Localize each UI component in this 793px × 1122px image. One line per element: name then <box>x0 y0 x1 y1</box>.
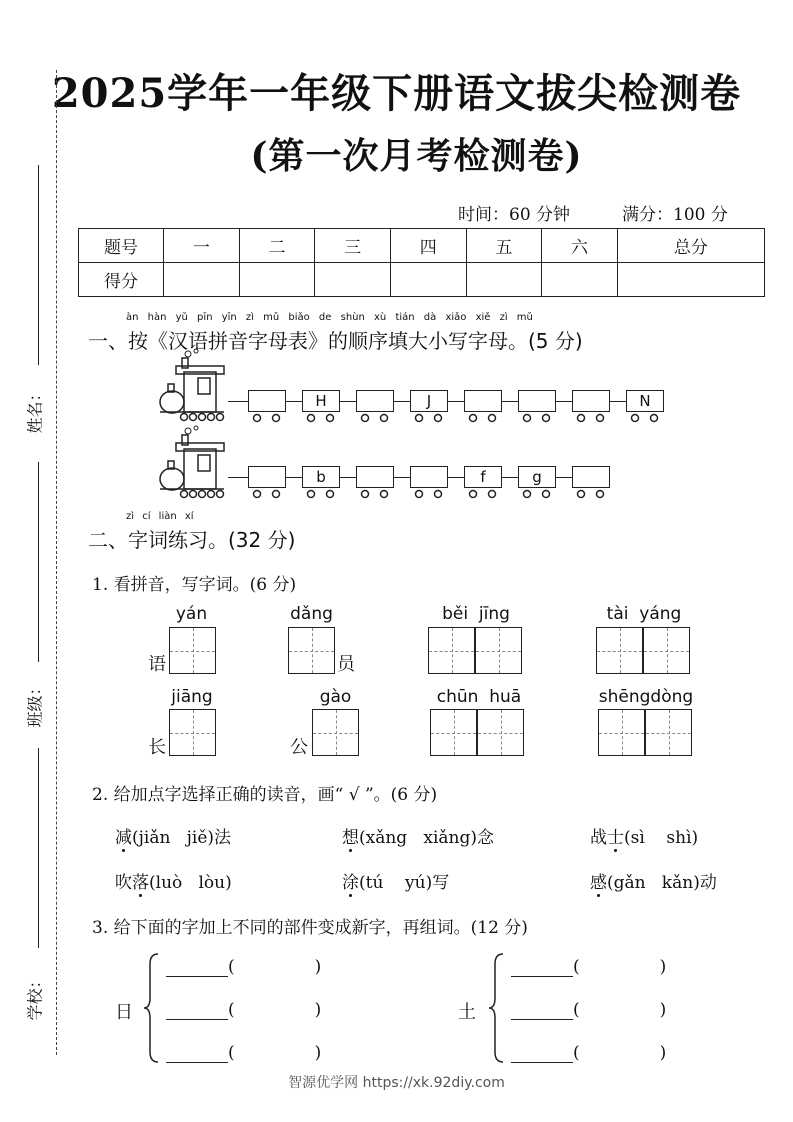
table-cell: 二 <box>239 229 315 263</box>
hint-char: 语 <box>148 654 166 675</box>
reading-choice[interactable] <box>342 868 449 893</box>
coupler <box>394 477 410 478</box>
reading-options[interactable]: (sì shì) <box>624 828 699 848</box>
writing-grid[interactable] <box>645 709 692 756</box>
name-line <box>38 165 39 365</box>
char: 战 <box>590 828 607 848</box>
q1-title: 1. 看拼音，写字词。(6 分) <box>92 575 297 595</box>
train-car[interactable] <box>572 466 610 488</box>
score-input-cell[interactable] <box>315 263 391 297</box>
reading-choice[interactable] <box>342 823 494 848</box>
coupler <box>394 401 410 402</box>
dotted-char: 想 <box>342 828 359 848</box>
train-car[interactable] <box>464 390 502 412</box>
hint-char: 公 <box>290 737 308 758</box>
base-char: 土 <box>458 1002 476 1023</box>
writing-grid[interactable] <box>430 709 477 756</box>
section2-title: 二、字词练习。(32 分) <box>88 528 296 552</box>
answer-line[interactable]: ( ) <box>511 1043 666 1063</box>
table-cell: 五 <box>466 229 542 263</box>
binding-line <box>56 70 57 1055</box>
class-line <box>38 462 39 662</box>
school-label: 学校： <box>25 972 45 1021</box>
train-car: J <box>410 390 448 412</box>
name-label: 姓名： <box>25 385 45 434</box>
reading-choice[interactable] <box>115 868 232 893</box>
score-table <box>78 228 765 297</box>
writing-grid[interactable] <box>288 627 335 674</box>
section2-pinyin: zì cí liàn xí <box>126 511 194 522</box>
writing-grid[interactable] <box>475 627 522 674</box>
pinyin-label: jiāng <box>171 687 213 707</box>
writing-grid[interactable] <box>169 627 216 674</box>
base-char: 日 <box>115 1002 133 1023</box>
answer-line[interactable]: ( ) <box>166 1043 321 1063</box>
train-engine-icon <box>158 348 230 424</box>
pinyin-label: shēngdòng <box>598 687 694 707</box>
train-upper <box>228 390 664 412</box>
train-wheels-icon <box>248 412 688 424</box>
coupler <box>340 477 356 478</box>
train-car[interactable] <box>248 390 286 412</box>
reading-options[interactable]: (luò lòu) <box>149 873 232 893</box>
char: 法 <box>214 828 232 848</box>
reading-options[interactable]: (gǎn kǎn) <box>607 873 700 893</box>
train-wheels-icon <box>248 488 688 500</box>
table-cell: 得分 <box>79 263 164 297</box>
coupler <box>502 477 518 478</box>
section1-pinyin: àn hàn yǔ pīn yīn zì mǔ biǎo de shùn xù tián dà xiǎo xiě zì mǔ <box>126 312 533 323</box>
q2-title: 2. 给加点字选择正确的读音，画“ √ ”。(6 分) <box>92 785 438 805</box>
score-input-cell[interactable] <box>390 263 466 297</box>
writing-grid[interactable] <box>477 709 524 756</box>
train-car[interactable] <box>518 390 556 412</box>
table-cell: 三 <box>315 229 391 263</box>
answer-line[interactable]: ( ) <box>166 957 321 977</box>
train-car[interactable] <box>410 466 448 488</box>
table-cell: 总分 <box>617 229 764 263</box>
pinyin-label: běi jīng <box>442 604 510 624</box>
reading-options[interactable]: (tú yú) <box>359 873 433 893</box>
coupler <box>448 401 464 402</box>
score-input-cell[interactable] <box>239 263 315 297</box>
reading-choice[interactable] <box>115 823 231 848</box>
writing-grid[interactable] <box>169 709 216 756</box>
train-car: b <box>302 466 340 488</box>
answer-line[interactable]: ( ) <box>166 1000 321 1020</box>
reading-options[interactable]: (jiǎn jiě) <box>132 828 215 848</box>
page-subtitle: (第一次月考检测卷) <box>250 135 583 177</box>
brace-icon <box>487 952 505 1064</box>
pinyin-label: gào <box>319 687 352 707</box>
train-car[interactable] <box>356 466 394 488</box>
hint-char: 员 <box>337 654 355 675</box>
score-input-cell[interactable] <box>466 263 542 297</box>
table-cell: 一 <box>164 229 240 263</box>
coupler <box>228 401 248 402</box>
train-car: H <box>302 390 340 412</box>
coupler <box>286 401 302 402</box>
char: 写 <box>432 873 450 893</box>
coupler <box>610 401 626 402</box>
writing-grid[interactable] <box>596 627 643 674</box>
class-label: 班级： <box>25 679 45 728</box>
coupler <box>556 477 572 478</box>
coupler <box>228 477 248 478</box>
dotted-char: 减 <box>115 828 132 848</box>
reading-choice[interactable] <box>590 868 717 893</box>
dotted-char: 感 <box>590 873 607 893</box>
brace-icon <box>142 952 160 1064</box>
coupler <box>502 401 518 402</box>
coupler <box>448 477 464 478</box>
q3-title: 3. 给下面的字加上不同的部件变成新字，再组词。(12 分) <box>92 918 528 938</box>
writing-grid[interactable] <box>598 709 645 756</box>
score-input-cell[interactable] <box>617 263 764 297</box>
pinyin-label: tài yáng <box>606 604 682 624</box>
writing-grid[interactable] <box>312 709 359 756</box>
train-lower <box>228 466 610 488</box>
score-input-cell[interactable] <box>164 263 240 297</box>
pinyin-label: yán <box>175 604 208 624</box>
coupler <box>340 401 356 402</box>
reading-options[interactable]: (xǎng xiǎng) <box>359 828 478 848</box>
coupler <box>556 401 572 402</box>
dotted-char: 落 <box>132 873 149 893</box>
train-car: f <box>464 466 502 488</box>
char: 吹 <box>115 873 132 893</box>
score-input-cell[interactable] <box>542 263 618 297</box>
dotted-char: 士 <box>607 828 624 848</box>
table-cell: 四 <box>390 229 466 263</box>
answer-line[interactable]: ( ) <box>511 1000 666 1020</box>
answer-line[interactable]: ( ) <box>511 957 666 977</box>
train-car[interactable] <box>356 390 394 412</box>
school-line <box>38 748 39 948</box>
hint-char: 长 <box>148 737 166 758</box>
train-car[interactable] <box>572 390 610 412</box>
train-car[interactable] <box>248 466 286 488</box>
score-table-header <box>79 229 765 263</box>
pinyin-label: chūn huā <box>436 687 522 707</box>
reading-choice[interactable] <box>590 823 698 848</box>
section1-title: 一、按《汉语拼音字母表》的顺序填大小写字母。(5 分) <box>88 329 583 353</box>
table-cell: 六 <box>542 229 618 263</box>
dotted-char: 涂 <box>342 873 359 893</box>
writing-grid[interactable] <box>643 627 690 674</box>
writing-grid[interactable] <box>428 627 475 674</box>
pinyin-label: dǎng <box>290 604 333 624</box>
char: 动 <box>699 873 717 893</box>
char: 念 <box>477 828 495 848</box>
train-car: N <box>626 390 664 412</box>
train-engine-icon <box>158 425 230 501</box>
coupler <box>286 477 302 478</box>
full-score-label: 满分：100 分 <box>622 205 728 225</box>
time-label: 时间：60 分钟 <box>458 205 571 225</box>
table-cell: 题号 <box>79 229 164 263</box>
score-table-row <box>79 263 765 297</box>
footer-watermark: 智源优学网 https://xk.92diy.com <box>288 1075 505 1091</box>
train-car: g <box>518 466 556 488</box>
page-title: 2025学年一年级下册语文拔尖检测卷 <box>51 70 742 117</box>
